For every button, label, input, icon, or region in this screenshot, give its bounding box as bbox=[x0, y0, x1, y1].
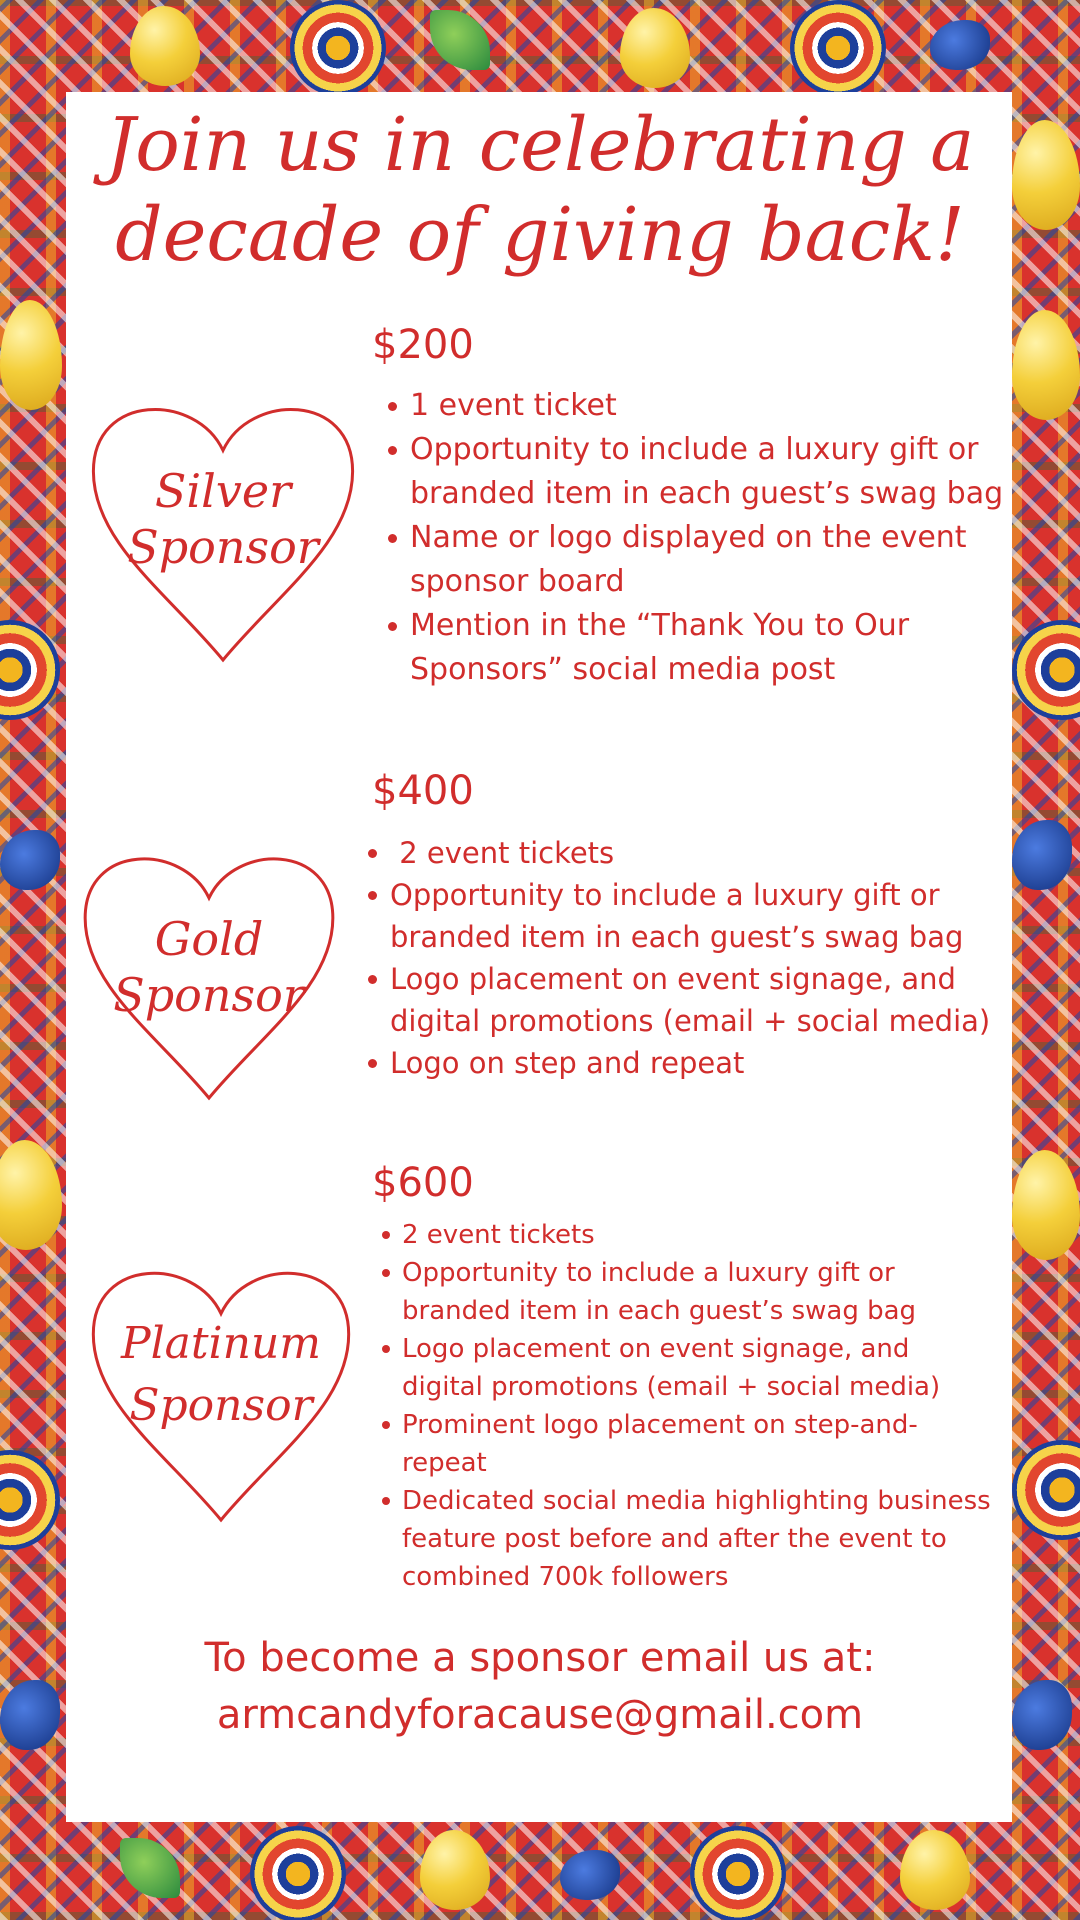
tier-price: $600 bbox=[372, 1160, 474, 1206]
headline-line-1: Join us in celebrating a bbox=[105, 102, 975, 188]
call-to-action bbox=[0, 1630, 1080, 1744]
benefit-item: Logo placement on event signage, and digital promotions (email + social media) bbox=[390, 958, 1030, 1042]
contact-email[interactable]: armcandyforacause@gmail.com bbox=[216, 1692, 864, 1738]
benefit-item: Prominent logo placement on step-and-repeat bbox=[402, 1406, 992, 1482]
majolica-medallion bbox=[690, 1826, 786, 1920]
blue-flower-decoration bbox=[0, 830, 60, 890]
benefit-item: Logo on step and repeat bbox=[390, 1042, 1030, 1084]
benefit-item: 2 event tickets bbox=[402, 1216, 992, 1254]
benefit-item: 1 event ticket bbox=[410, 384, 1050, 428]
majolica-medallion bbox=[0, 1450, 60, 1550]
lemon-decoration bbox=[130, 6, 200, 86]
lemon-decoration bbox=[0, 1140, 62, 1250]
majolica-medallion bbox=[790, 0, 886, 96]
platinum-sponsor-heart bbox=[88, 1262, 354, 1520]
heart-label-line-2: Sponsor bbox=[127, 520, 319, 574]
leaf-decoration bbox=[120, 1838, 180, 1898]
majolica-medallion bbox=[0, 620, 60, 720]
benefit-item: Opportunity to include a luxury gift or branded item in each guest’s swag bag bbox=[402, 1254, 992, 1330]
leaf-decoration bbox=[430, 10, 490, 70]
benefit-item: Name or logo displayed on the event sponsor board bbox=[410, 516, 1050, 604]
benefit-item: 2 event tickets bbox=[390, 832, 1030, 874]
blue-flower-decoration bbox=[560, 1850, 620, 1900]
benefit-list bbox=[402, 1216, 992, 1596]
tier-price: $200 bbox=[372, 322, 474, 368]
benefit-item: Logo placement on event signage, and digital promotions (email + social media) bbox=[402, 1330, 992, 1406]
benefit-item: Mention in the “Thank You to Our Sponsors” social media post bbox=[410, 604, 1050, 692]
benefit-item: Dedicated social media highlighting business feature post before and after the event to combined 700k followers bbox=[402, 1482, 992, 1596]
lemon-decoration bbox=[420, 1830, 490, 1910]
lemon-decoration bbox=[900, 1830, 970, 1910]
heart-label-line-1: Gold bbox=[154, 912, 264, 966]
majolica-medallion bbox=[290, 0, 386, 96]
lemon-decoration bbox=[1012, 1150, 1080, 1260]
majolica-medallion bbox=[1012, 1440, 1080, 1540]
majolica-medallion bbox=[250, 1826, 346, 1920]
tier-price: $400 bbox=[372, 768, 474, 814]
benefit-list bbox=[390, 832, 1030, 1084]
cta-text: To become a sponsor email us at: bbox=[204, 1635, 876, 1681]
heart-label-line-2: Sponsor bbox=[113, 968, 305, 1022]
gold-sponsor-heart bbox=[80, 848, 338, 1098]
heart-label-line-1: Silver bbox=[154, 464, 292, 518]
blue-flower-decoration bbox=[930, 20, 990, 70]
lemon-decoration bbox=[0, 300, 62, 410]
silver-sponsor-heart bbox=[88, 398, 358, 660]
benefit-item: Opportunity to include a luxury gift or branded item in each guest’s swag bag bbox=[410, 428, 1050, 516]
heart-label-line-2: Sponsor bbox=[129, 1380, 313, 1431]
headline-line-2: decade of giving back! bbox=[115, 192, 965, 278]
lemon-decoration bbox=[620, 8, 690, 88]
heart-label-line-1: Platinum bbox=[120, 1318, 322, 1369]
benefit-list bbox=[410, 384, 1050, 692]
benefit-item: Opportunity to include a luxury gift or branded item in each guest’s swag bag bbox=[390, 874, 1030, 958]
headline bbox=[0, 100, 1080, 280]
